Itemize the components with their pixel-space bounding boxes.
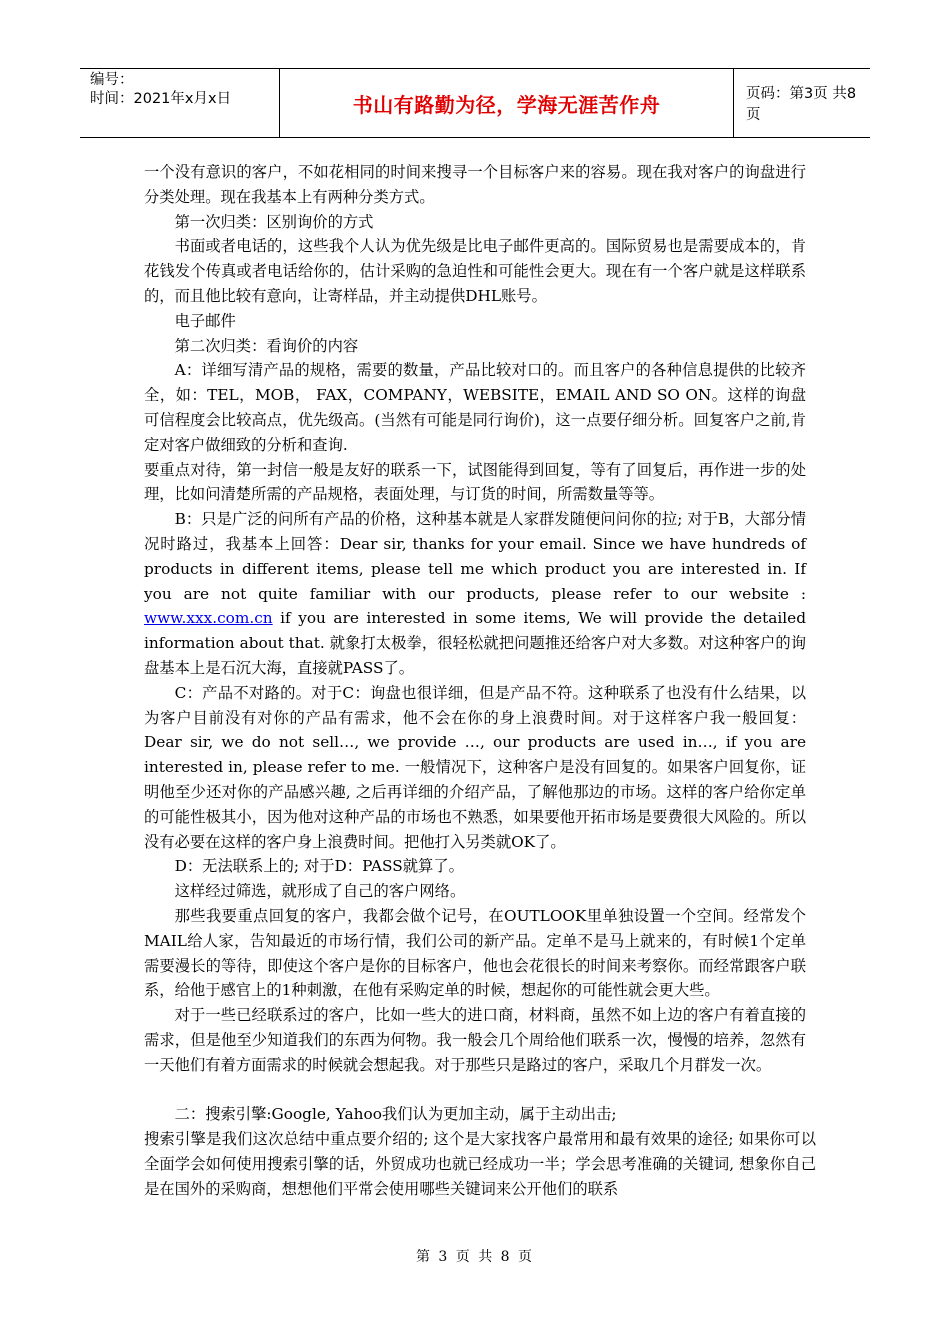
section-heading: 第二次归类：看询价的内容 [174, 336, 359, 355]
paragraph: D：无法联系上的; 对于D：PASS就算了。 [174, 857, 464, 876]
serial-label: 编号： [90, 72, 134, 88]
paragraph: A：详细写清产品的规格，需要的数量，产品比较对口的。而且客户的各种信息提供的比较齐全，如：TEL，MOB， FAX，COMPANY，WEBSITE，EMAIL AND SO ON。这样的询盘可信程度会比较高点，优先级高。(当然有可能是同行询价)，这一点要仔细分析。回复客户之前,肯定对客户做细致的分析和查询. [144, 361, 806, 454]
header-motto: 书山有路勤为径，学海无涯苦作舟 [280, 69, 734, 137]
section-heading: 电子邮件 [174, 311, 236, 330]
paragraph: 那些我要重点回复的客户，我都会做个记号，在OUTLOOK里单独设置一个空间。经常发个MAIL给人家，告知最近的市场行情，我们公司的新产品。定单不是马上就来的，有时候1个定单需要漫长的等待，即使这个客户是你的目标客户，他也会花很长的时间来考察你。而经常跟客户联系，给他于感官上的1种刺激，在他有采购定单的时候，想起你的可能性就会更大些。 [144, 906, 806, 1000]
section-heading: 二：搜索引擎:Google, Yahoo我们认为更加主动，属于主动出击; [174, 1105, 617, 1124]
page-header [80, 68, 870, 138]
header-meta [80, 69, 280, 137]
paragraph: C：产品不对路的。对于C：询盘也很详细，但是产品不符。这种联系了也没有什么结果，以为客户目前没有对你的产品有需求，他不会在你的身上浪费时间。对于这样客户我一般回复：Dear sir, we do not sell…, we provide …, our products are used in…, if you are interested in, please refer to me. 一般情况下，这种客户是没有回复的。如果客户回复你，证明他至少还对你的产品感兴趣, 之后再详细的介绍产品，了解他那边的市场。这样的客户给你定单的可能性极其小，因为他对这种产品的市场也不熟悉，如果要他开拓市场是要费很大风险的。所以没有必要在这样的客户身上浪费时间。把他打入另类就OK了。 [144, 683, 806, 851]
page-footer: 第 3 页 共 8 页 [415, 1249, 535, 1265]
paragraph: 一个没有意识的客户，不如花相同的时间来搜寻一个目标客户来的容易。现在我对客户的询盘进行分类处理。现在我基本上有两种分类方式。 [144, 163, 806, 206]
section-heading: 第一次归类：区别询价的方式 [174, 212, 374, 231]
paragraph: 要重点对待，第一封信一般是友好的联系一下，试图能得到回复，等有了回复后，再作进一步的处理，比如问清楚所需的产品规格，表面处理，与订货的时间，所需数量等等。 [144, 460, 806, 504]
date-label: 时间：2021年x月x日 [90, 91, 232, 107]
paragraph-text: B：只是广泛的问所有产品的价格，这种基本就是人家群发随便问问你的拉; 对于B，大部分情况时路过，我基本上回答：Dear sir, thanks for your email. Since we have hundreds of products in different items, please tell me which product you are interested in. If you are not quite familiar with our products, please refer to our website : [144, 510, 806, 603]
header-page-label: 页码：第3页 共8页 [746, 86, 857, 123]
paragraph: 对于一些已经联系过的客户，比如一些大的进口商，材料商，虽然不如上边的客户有着直接的需求，但是他至少知道我们的东西为何物。我一般会几个周给他们联系一次，慢慢的培养，忽然有一天他们有着方面需求的时候就会想起我。对于那些只是路过的客户，采取几个月群发一次。 [144, 1006, 806, 1074]
blank-line [144, 1077, 806, 1102]
document-body [144, 160, 816, 1201]
paragraph: 搜索引擎是我们这次总结中重点要介绍的; 这个是大家找客户最常用和最有效果的途径; 如果你可以全面学会如何使用搜索引擎的话，外贸成功也就已经成功一半；学会思考准确的关键词, 想象你自己是在国外的采购商，想想他们平常会使用哪些关键词来公开他们的联系 [144, 1130, 816, 1198]
paragraph: 这样经过筛选，就形成了自己的客户网络。 [174, 882, 466, 901]
paragraph: 书面或者电话的，这些我个人认为优先级是比电子邮件更高的。国际贸易也是需要成本的，肯花钱发个传真或者电话给你的，估计采购的急迫性和可能性会更大。现在有一个客户就是这样联系的，而且他比较有意向，让寄样品，并主动提供DHL账号。 [144, 237, 806, 305]
paragraph-text: if you are interested in some items, We will provide the detailed information about that. 就象打太极拳，很轻松就把问题推还给客户对大多数。对这种客户的询盘基本上是石沉大海，直接就PASS了。 [144, 609, 806, 677]
website-link[interactable]: www.xxx.com.cn [144, 609, 273, 628]
paragraph-with-link [144, 507, 806, 681]
